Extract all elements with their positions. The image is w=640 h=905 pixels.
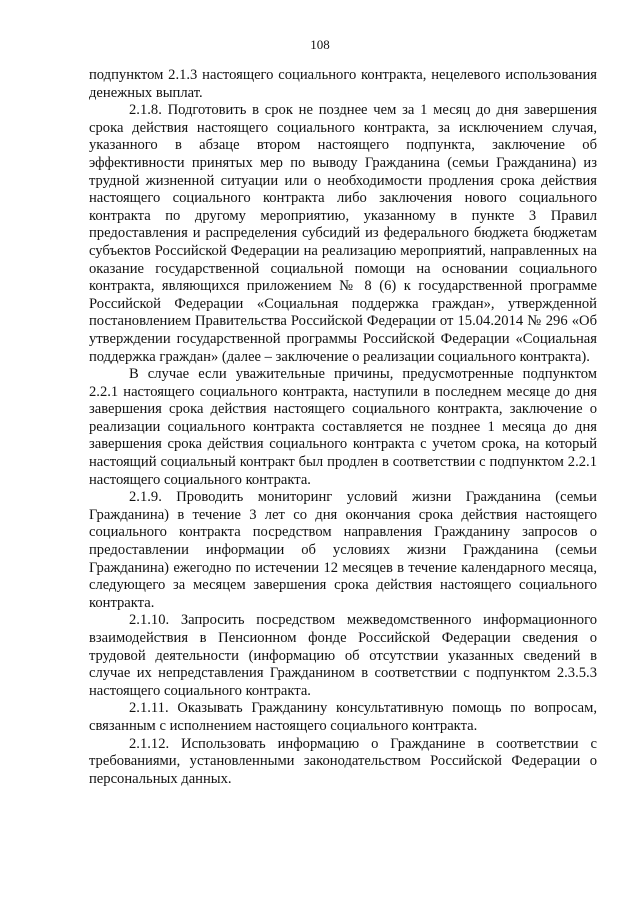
page-number: 108 [310,37,330,52]
paragraph-2-1-9: 2.1.9. Проводить мониторинг условий жизни Гражданина (семьи Гражданина) в течение 3 лет со дня окончания срока действия настоящего социального контракта посредством направления Гражданину запросов о предоставлении информации об условиях жизни Гражданина (семьи Гражданина) ежегодно по истечении 12 месяцев в течение календарного месяца, следующего за месяцем завершения срока действия настоящего социального контракта. [89,489,597,611]
paragraph-2-1-8: 2.1.8. Подготовить в срок не позднее чем за 1 месяц до дня завершения срока действия настоящего социального контракта, за исключением случая, указанного в абзаце втором настоящего подпункта, заключение об эффективности принятых мер по выводу Гражданина (семьи Гражданина) из трудной жизненной ситуации или о необходимости продления срока действия настоящего социального контракта либо заключения нового социального контракта по другому мероприятию, указанному в пункте 3 Правил предоставления и распределения субсидий из федерального бюджета бюджетам субъектов Российской Федерации на реализацию мероприятий, направленных на оказание государственной социальной помощи на основании социального контракта, являющихся приложением № 8 (6) к государственной программе Российской Федерации «Социальная поддержка граждан», утвержденной постановлением Правительства Российской Федерации от 15.04.2014 № 296 «Об утверждении государственной программы Российской Федерации «Социальная поддержка граждан» (далее – заключение о реализации социального контракта). [89,102,597,365]
document-body [89,67,597,788]
paragraph-2-1-10: 2.1.10. Запросить посредством межведомственного информационного взаимодействия в Пенсионном фонде Российской Федерации сведения о трудовой деятельности (информацию об отсутствии указанных сведений в случае их непредставления Гражданином в соответствии с подпунктом 2.3.5.3 настоящего социального контракта. [89,612,597,699]
paragraph-continuation: подпунктом 2.1.3 настоящего социального контракта, нецелевого использования денежных выплат. [89,67,597,101]
paragraph-2-1-8-case: В случае если уважительные причины, предусмотренные подпунктом 2.2.1 настоящего социального контракта, наступили в последнем месяце до дня завершения срока действия настоящего социального контракта, заключение о реализации социального контракта составляется не позднее 1 месяца до дня завершения срока действия социального контракта с учетом срока, на который настоящий социальный контракт был продлен в соответствии с подпунктом 2.2.1 настоящего социального контракта. [89,366,597,488]
paragraph-2-1-11: 2.1.11. Оказывать Гражданину консультативную помощь по вопросам, связанным с исполнением настоящего социального контракта. [89,700,597,734]
paragraph-2-1-12: 2.1.12. Использовать информацию о Гражданине в соответствии с требованиями, установленными законодательством Российской Федерации о персональных данных. [89,735,597,787]
